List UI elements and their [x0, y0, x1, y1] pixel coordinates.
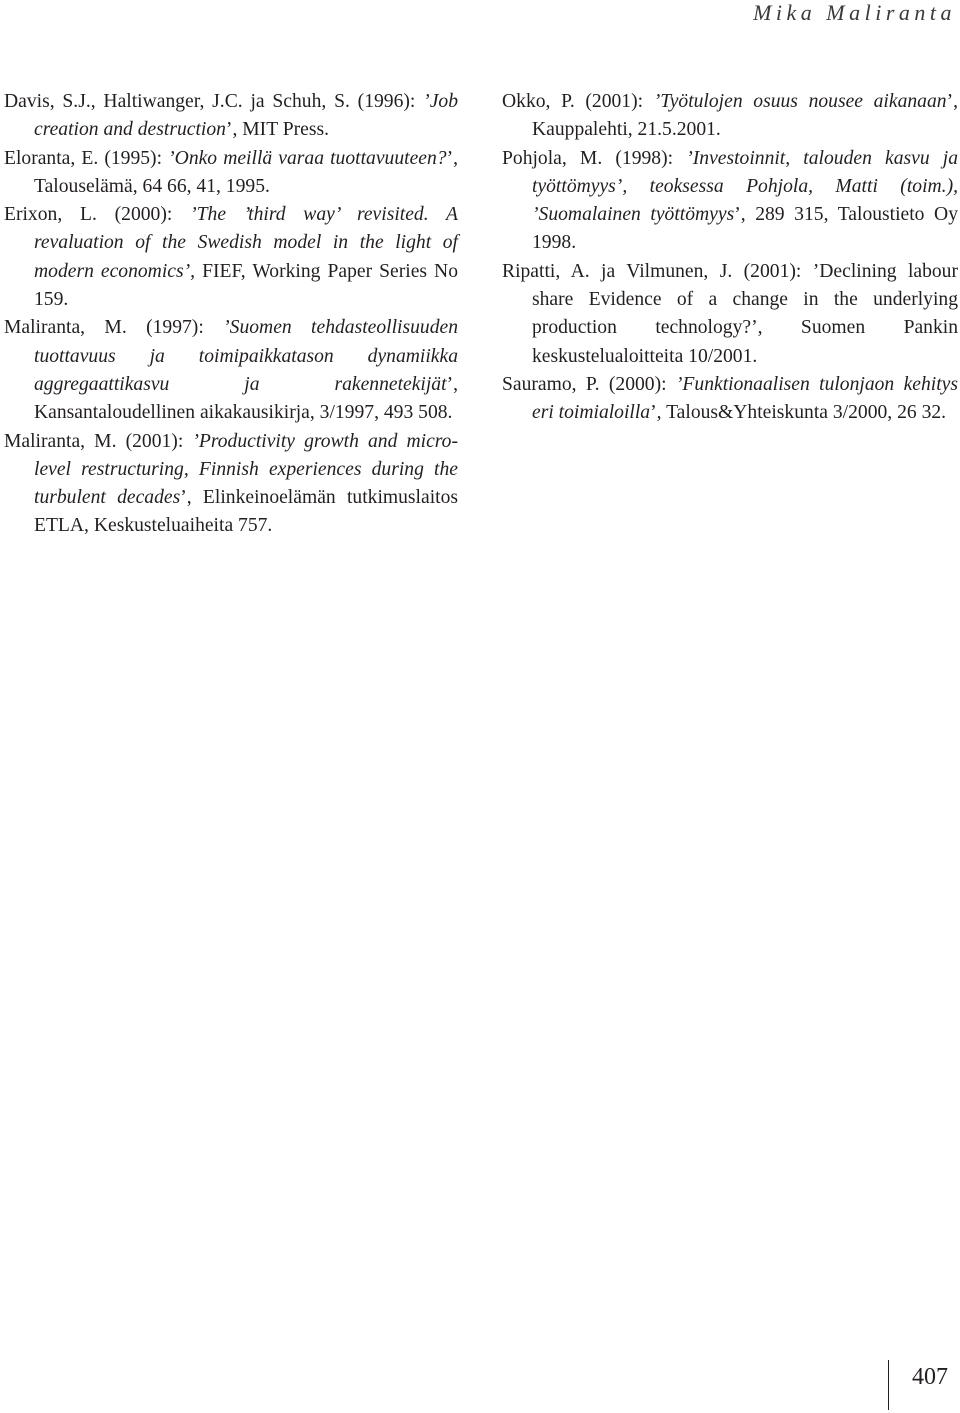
reference-item: Sauramo, P. (2000): ’Funktionaalisen tulonjaon kehitys eri toimialoilla’, Talous&Yhteiskunta 3/2000, 26 32.: [502, 373, 958, 424]
reference-item: Maliranta, M. (2001): ’Productivity growth and micro-level restructuring, Finnish experiences during the turbulent decades’, Elinkeinoelämän tutkimuslaitos ETLA, Keskusteluaiheita 757.: [4, 430, 458, 537]
reference-item: Ripatti, A. ja Vilmunen, J. (2001): ’Declining labour share Evidence of a change in the underlying production technology?’, Suomen Pankin keskustelualoitteita 10/2001.: [502, 260, 959, 367]
references-column-left: [4, 88, 458, 541]
reference-item: Erixon, L. (2000): ’The ’third way’ revisited. A revaluation of the Swedish model in the light of modern economics’, FIEF, Working Paper Series No 159.: [4, 204, 458, 311]
reference-item: Davis, S.J., Haltiwanger, J.C. ja Schuh, S. (1996): ’Job creation and destruction’, MIT Press.: [4, 91, 458, 141]
references-column-right: [502, 88, 958, 428]
reference-item: Okko, P. (2001): ’Työtulojen osuus nousee aikanaan’, Kauppalehti, 21.5.2001.: [502, 91, 958, 141]
running-head: Mika Maliranta: [753, 0, 956, 25]
reference-item: Eloranta, E. (1995): ’Onko meillä varaa tuottavuuteen?’, Talouselämä, 64 66, 41, 1995.: [4, 147, 458, 197]
reference-item: Maliranta, M. (1997): ’Suomen tehdasteollisuuden tuottavuus ja toimipaikkatason dynamiikka aggregaattikasvu ja rakennetekijät’, Kansantaloudellinen aikakausikirja, 3/1997, 493 508.: [4, 317, 458, 424]
reference-item: Pohjola, M. (1998): ’Investoinnit, talouden kasvu ja työttömyys’, teoksessa Pohjola, Matti (toim.), ’Suomalainen työttömyys’, 289 315, Taloustieto Oy 1998.: [502, 147, 959, 254]
page-number-rule: [888, 1360, 889, 1410]
page-number: 407: [912, 1364, 948, 1390]
